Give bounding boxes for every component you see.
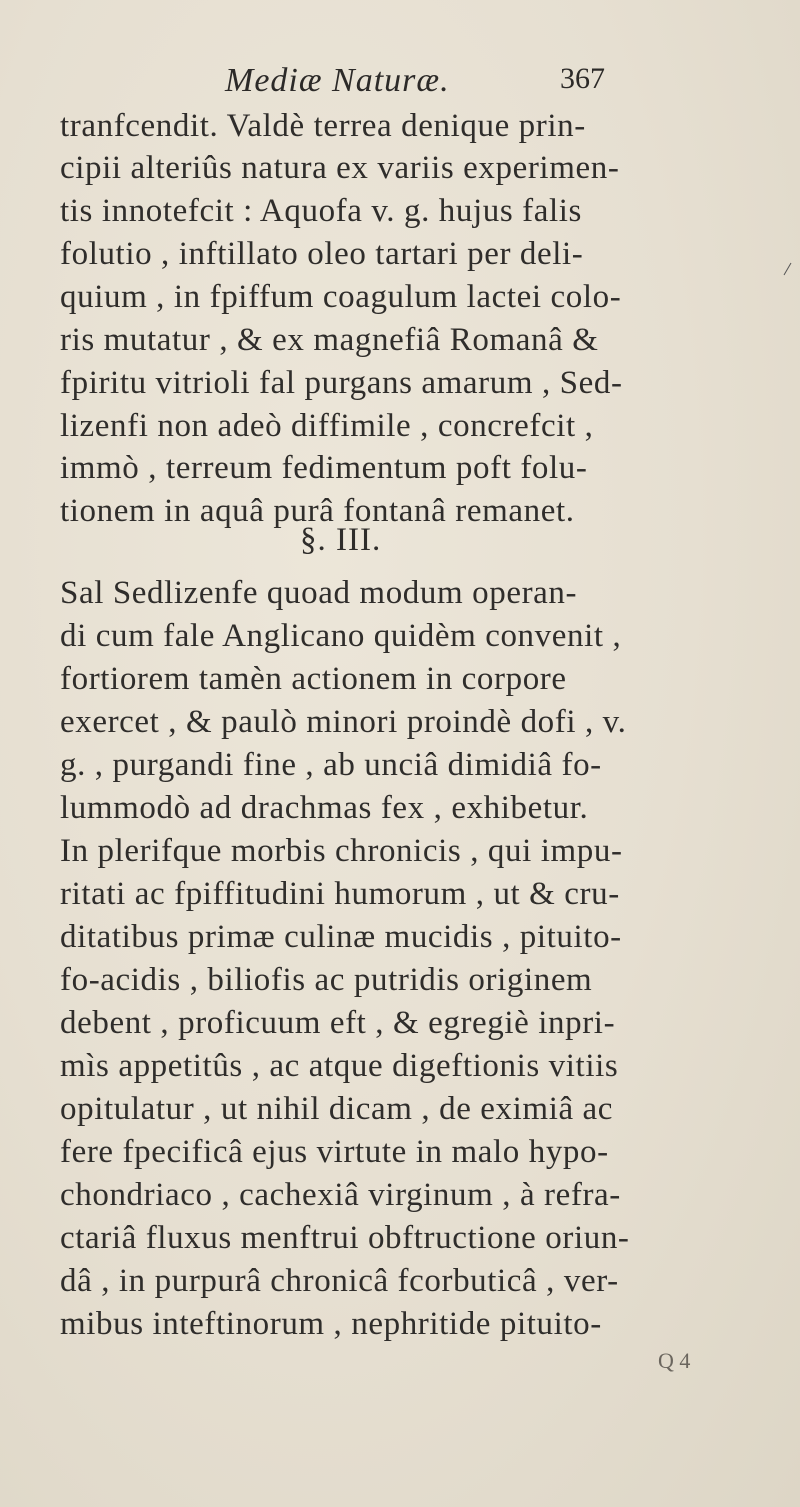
text-line: lizenfi non adeò diffimile , concrefcit ,: [60, 408, 594, 444]
catchword: Q 4: [658, 1348, 691, 1373]
text-line: quium , in fpiffum coagulum lactei colo-: [60, 279, 622, 315]
text-line: chondriaco , cachexiâ virginum , à refra-: [60, 1177, 621, 1213]
text-line: Sal Sedlizenfe quoad modum operan-: [60, 575, 578, 611]
text-line: ritati ac fpiffitudini humorum , ut & cru-: [60, 876, 620, 912]
running-title: Mediæ Naturæ.: [225, 62, 450, 99]
text-line: fo-acidis , biliofis ac putridis originem: [60, 962, 593, 998]
text-line: ctariâ fluxus menftrui obftructione oriun-: [60, 1220, 630, 1256]
page-number: 367: [560, 62, 605, 95]
text-line: mibus inteftinorum , nephritide pituito-: [60, 1306, 602, 1342]
text-line: folutio , inftillato oleo tartari per deli-: [60, 236, 584, 272]
section-heading: §. III.: [300, 522, 382, 558]
text-line: opitulatur , ut nihil dicam , de eximiâ ac: [60, 1091, 614, 1127]
text-line: In plerifque morbis chronicis , qui impu-: [60, 833, 623, 869]
text-line: exercet , & paulò minori proindè dofi , v.: [60, 704, 627, 740]
text-line: tis innotefcit : Aquofa v. g. hujus falis: [60, 193, 582, 229]
text-line: immò , terreum fedimentum poft folu-: [60, 450, 588, 486]
text-line: di cum fale Anglicano quidèm convenit ,: [60, 618, 622, 654]
text-line: cipii alteriûs natura ex variis experimen-: [60, 150, 620, 186]
text-line: ris mutatur , & ex magnefiâ Romanâ &: [60, 322, 599, 358]
text-line: ditatibus primæ culinæ mucidis , pituito-: [60, 919, 622, 955]
text-line: lummodò ad drachmas fex , exhibetur.: [60, 790, 589, 826]
text-line: fortiorem tamèn actionem in corpore: [60, 661, 567, 697]
text-line: mìs appetitûs , ac atque digeftionis vitiis: [60, 1048, 619, 1084]
text-line: debent , proficuum eft , & egregiè inpri-: [60, 1005, 616, 1041]
text-line: tranfcendit. Valdè terrea denique prin-: [60, 108, 586, 144]
text-line: fpiritu vitrioli fal purgans amarum , Sed-: [60, 365, 623, 401]
text-line: g. , purgandi fine , ab unciâ dimidiâ fo-: [60, 747, 602, 783]
text-line: tionem in aquâ purâ fontanâ remanet.: [60, 493, 575, 529]
text-line: dâ , in purpurâ chronicâ fcorbuticâ , ver-: [60, 1263, 619, 1299]
text-line: fere fpecificâ ejus virtute in malo hypo-: [60, 1134, 609, 1170]
